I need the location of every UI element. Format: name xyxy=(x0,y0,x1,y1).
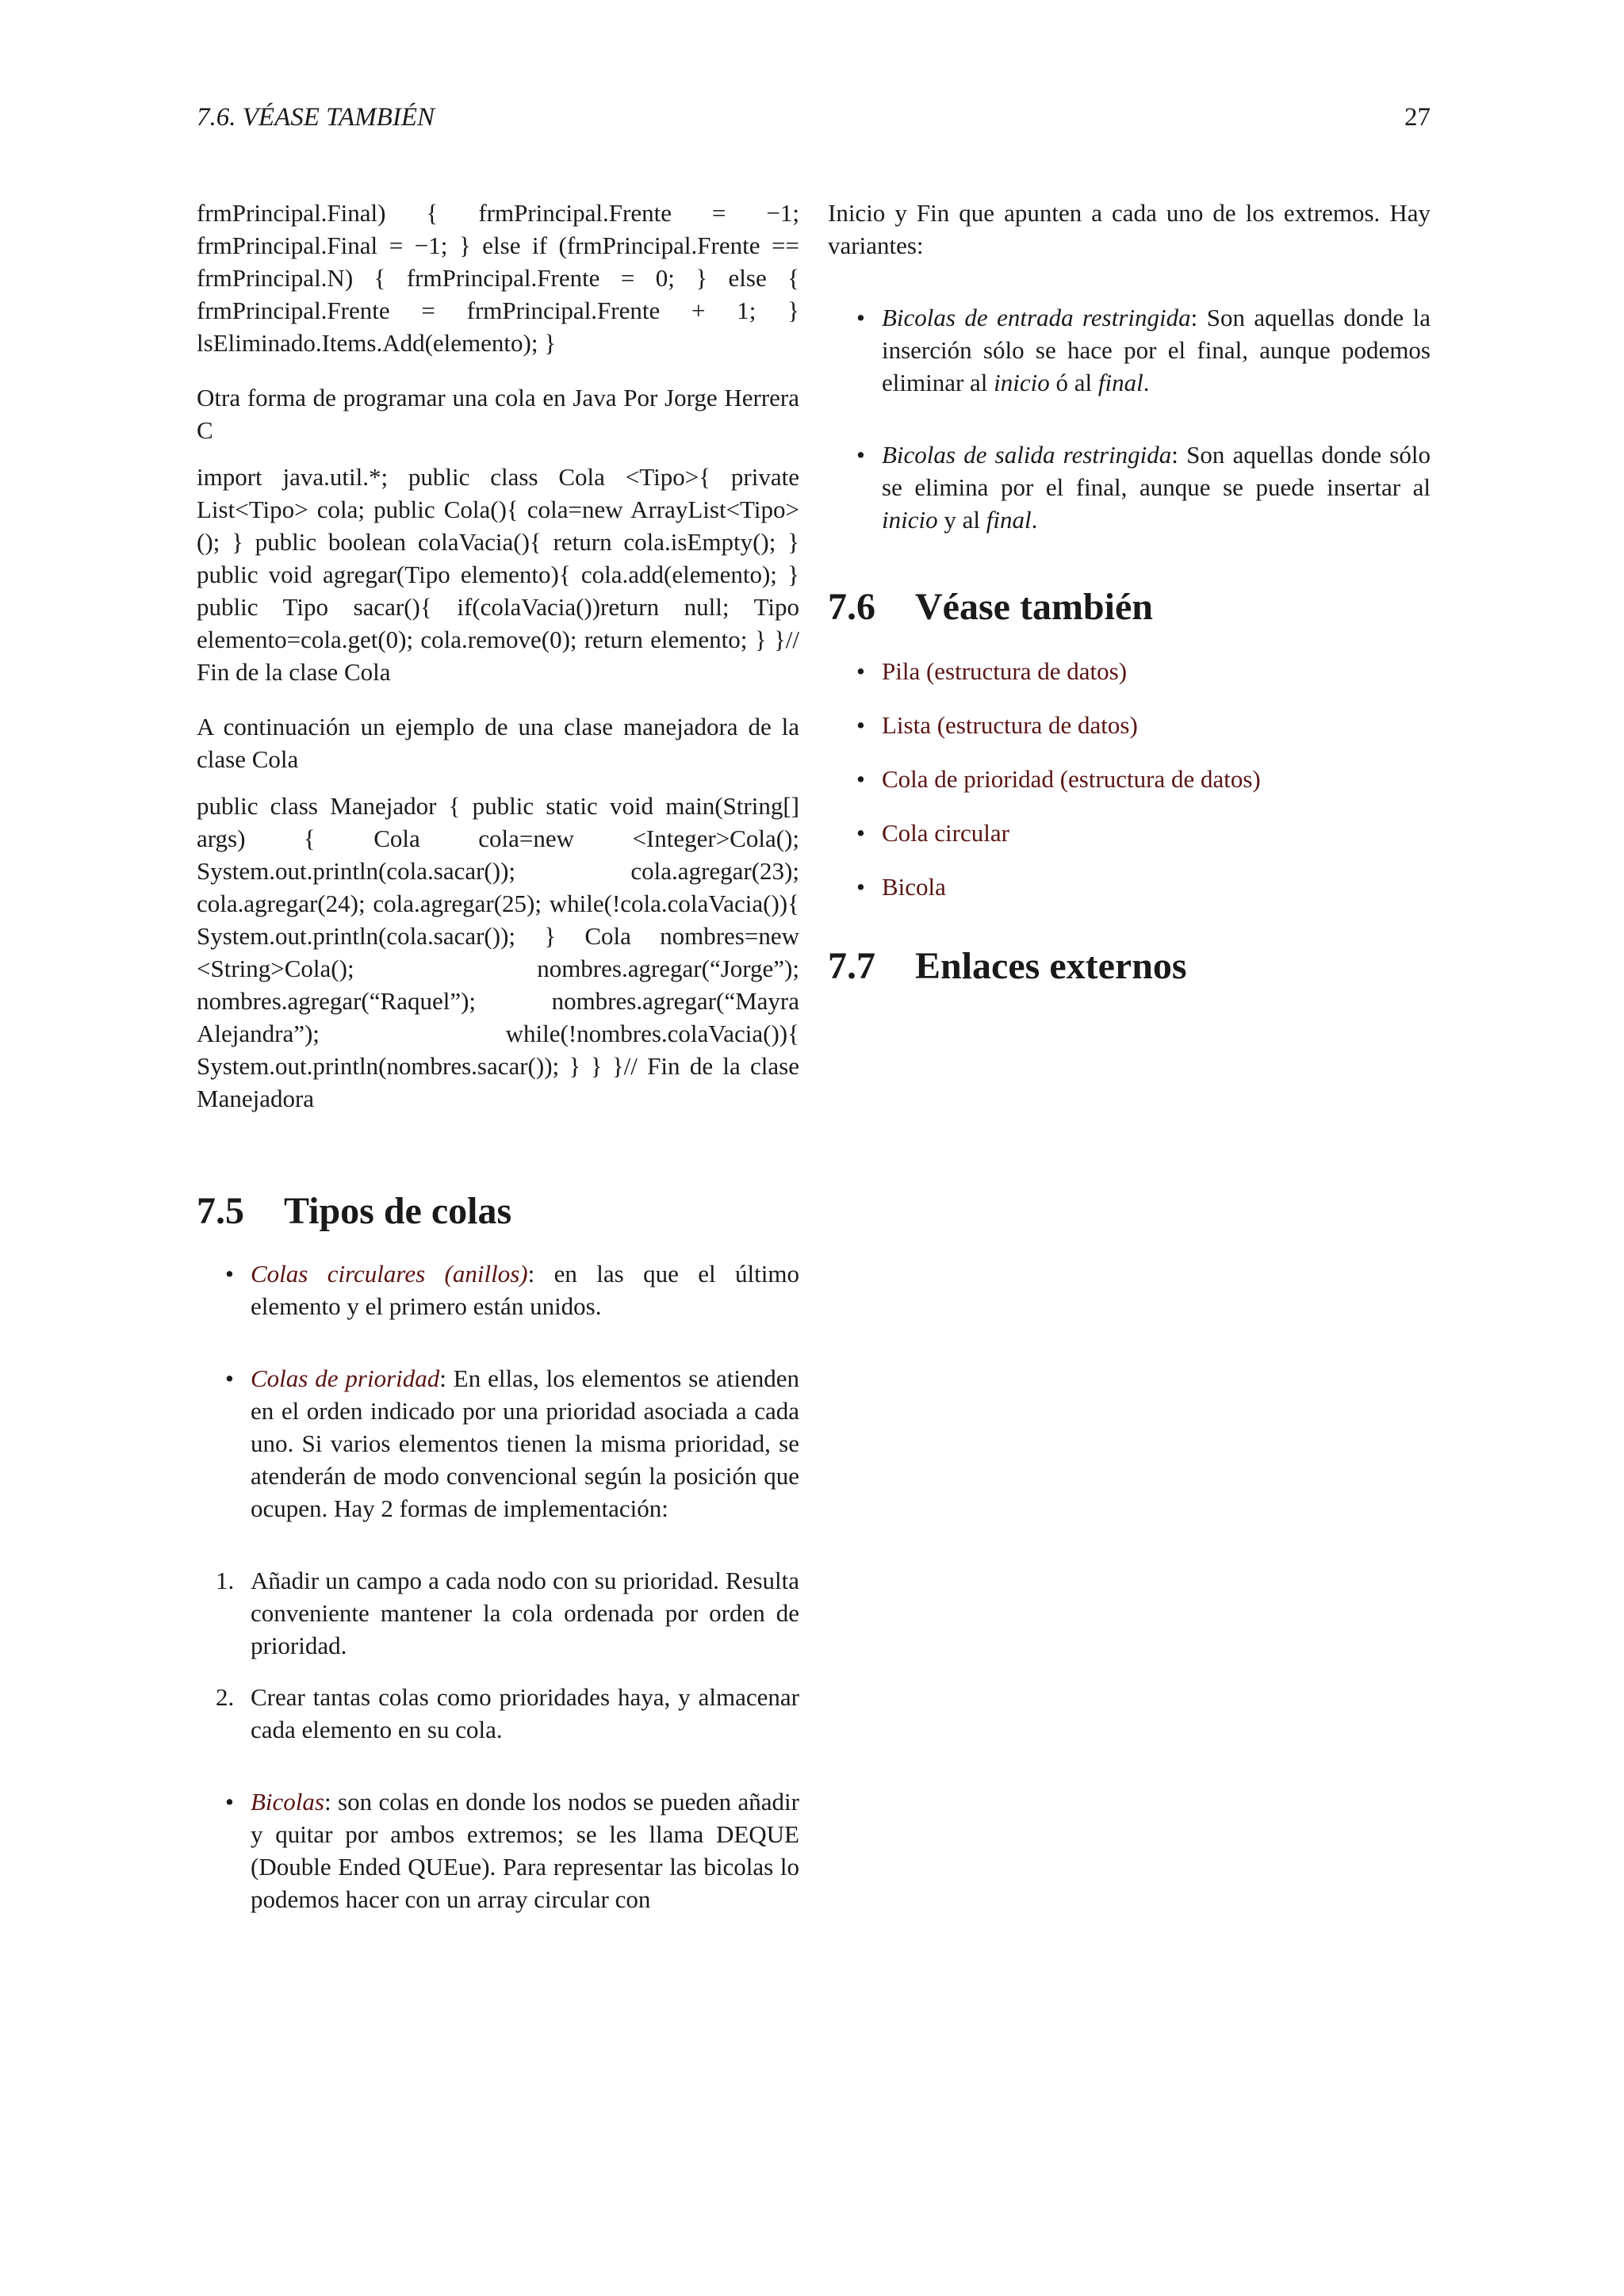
bullet-icon: • xyxy=(225,1788,234,1816)
list-item xyxy=(828,655,1431,687)
section-title: Enlaces externos xyxy=(915,945,1187,987)
link-colas-circulares[interactable]: Colas circulares (anillos) xyxy=(251,1260,528,1288)
link-pila[interactable]: Pila (estructura de datos) xyxy=(882,657,1128,685)
bullet-icon: • xyxy=(856,711,865,739)
list-item: 1. Añadir un campo a cada nodo con su prioridad. Resulta conveniente mantener la cola ordenada por orden de prioridad. xyxy=(197,1564,799,1662)
list-item xyxy=(828,709,1431,741)
header-section-title: 7.6. VÉASE TAMBIÉN xyxy=(197,103,435,132)
bullet-icon: • xyxy=(856,819,865,847)
left-column xyxy=(197,197,799,1915)
running-header xyxy=(197,103,1431,138)
section-title: Tipos de colas xyxy=(284,1190,512,1232)
link-bicolas[interactable]: Bicolas xyxy=(251,1788,324,1816)
section-heading-7-5 xyxy=(197,1188,799,1235)
java-cola-code: import java.util.*; public class Cola <Tipo>{ private List<Tipo> cola; public Cola(){ cola=new ArrayList<Tipo>(); } public boolean colaVacia(){ return cola.isEmpty(); } public void agregar(Tipo elemento){ cola.add(elemento); } public Tipo sacar(){ if(colaVacia())return null; Tipo elemento=cola.get(0); cola.remove(0); return elemento; } }// Fin de la clase Cola xyxy=(197,463,799,686)
link-lista[interactable]: Lista (estructura de datos) xyxy=(882,711,1138,739)
bicolas-variants-list xyxy=(828,301,1431,536)
code-block-continued: frmPrincipal.Final) { frmPrincipal.Frente = −1; frmPrincipal.Final = −1; } else if (frmPrincipal.Frente == frmPrincipal.N) { frmPrincipal.Frente = 0; } else { frmPrincipal.Frente = frmPrincipal.Frente + 1; } lsEliminado.Items.Add(elemento); } xyxy=(197,199,799,357)
priority-implementations-list xyxy=(197,1564,799,1746)
list-item: • Colas de prioridad: En ellas, los elementos se atienden en el orden indicado por una prioridad asociada a cada uno. Si varios elementos tienen la misma prioridad, se atenderán de modo convencional según la posición que ocupen. Hay 2 formas de implementación: xyxy=(197,1362,799,1525)
section-title: Véase también xyxy=(915,586,1153,628)
java-intro-paragraph: Otra forma de programar una cola en Java Por Jorge Herrera C xyxy=(197,384,799,444)
bicolas-continued-paragraph: Inicio y Fin que apunten a cada uno de los extremos. Hay variantes: xyxy=(828,199,1431,259)
link-colas-de-prioridad[interactable]: Colas de prioridad xyxy=(251,1364,440,1392)
bullet-icon: • xyxy=(225,1260,234,1288)
section-number: 7.6 xyxy=(828,586,875,628)
link-cola-circular[interactable]: Cola circular xyxy=(882,819,1009,847)
section-heading-7-7 xyxy=(828,943,1431,990)
manejador-intro-paragraph: A continuación un ejemplo de una clase manejadora de la clase Cola xyxy=(197,713,799,773)
section-heading-7-6 xyxy=(828,584,1431,631)
list-item: • Bicolas: son colas en donde los nodos se pueden añadir y quitar por ambos extremos; se les llama DEQUE (Double Ended QUEue). Para representar las bicolas lo podemos hacer con un array circular con xyxy=(197,1785,799,1915)
list-item xyxy=(828,763,1431,795)
bullet-icon: • xyxy=(856,873,865,901)
section-number: 7.7 xyxy=(828,945,875,987)
bullet-icon: • xyxy=(856,441,865,469)
queue-types-list xyxy=(197,1257,799,1525)
list-marker: 2. xyxy=(216,1683,235,1711)
bullet-icon: • xyxy=(856,657,865,685)
list-item xyxy=(828,817,1431,849)
bullet-icon: • xyxy=(856,765,865,793)
bullet-icon: • xyxy=(225,1364,234,1392)
list-item: • Bicolas de salida restringida: Son aquellas donde sólo se elimina por el final, aunque se puede insertar al inicio y al final. xyxy=(828,438,1431,536)
list-item: 2. Crear tantas colas como prioridades haya, y almacenar cada elemento en su cola. xyxy=(197,1681,799,1746)
list-item: • Colas circulares (anillos): en las que el último elemento y el primero están unidos. xyxy=(197,1257,799,1322)
right-column xyxy=(828,197,1431,990)
list-item: • Bicolas de entrada restringida: Son aquellas donde la inserción sólo se hace por el final, aunque podemos eliminar al inicio ó al final. xyxy=(828,301,1431,399)
list-item xyxy=(828,871,1431,903)
page-number: 27 xyxy=(1404,103,1431,132)
section-number: 7.5 xyxy=(197,1190,244,1232)
see-also-list xyxy=(828,655,1431,903)
queue-types-list-continued xyxy=(197,1785,799,1915)
list-marker: 1. xyxy=(216,1567,235,1594)
bullet-icon: • xyxy=(856,304,865,331)
link-bicola[interactable]: Bicola xyxy=(882,873,946,901)
manejador-code: public class Manejador { public static void main(String[] args) { Cola cola=new <Integer>Cola(); System.out.println(cola.sacar()); cola.agregar(23); cola.agregar(24); cola.agregar(25); while(!cola.colaVacia()){ System.out.println(cola.sacar()); } Cola nombres=new <String>Cola(); nombres.agregar(“Jorge”); nombres.agregar(“Raquel”); nombres.agregar(“Mayra Alejandra”); while(!nombres.colaVacia()){ System.out.println(nombres.sacar()); } } }// Fin de la clase Manejadora xyxy=(197,792,799,1112)
link-cola-de-prioridad[interactable]: Cola de prioridad (estructura de datos) xyxy=(882,765,1261,793)
